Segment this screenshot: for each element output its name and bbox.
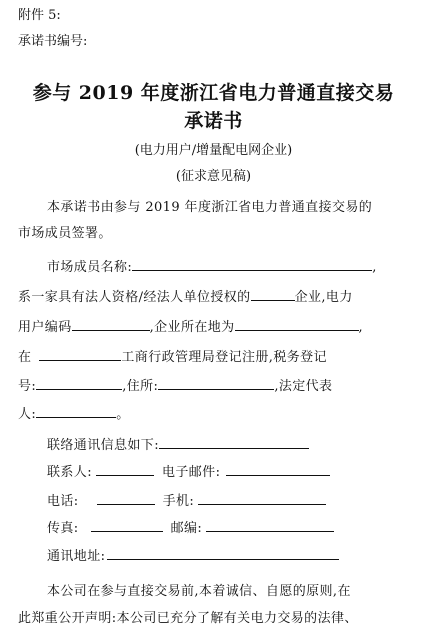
address-label: ,住所: <box>122 379 159 394</box>
legal-rep-row <box>18 403 130 422</box>
member-name-row <box>47 256 377 275</box>
legal-rep-field[interactable] <box>36 404 116 418</box>
fax-row <box>47 517 334 536</box>
statement-line1: 本公司在参与直接交易前,本着诚信、自愿的原则,在 <box>47 584 351 599</box>
registration-text: 工商行政管理局登记注册,税务登记 <box>121 350 327 365</box>
registration-prefix: 在 <box>18 350 32 365</box>
tax-number-field[interactable] <box>36 376 122 390</box>
commitment-number-label: 承诺书编号: <box>18 34 88 49</box>
punctuation: , <box>358 320 364 335</box>
user-code-label: 用户编码 <box>18 320 72 335</box>
user-code-row <box>18 316 363 335</box>
member-type-text: 系一家具有法人资格/经法人单位授权的 <box>18 290 251 305</box>
intro-line1: 本承诺书由参与 2019 年度浙江省电力普通直接交易的 <box>47 200 373 215</box>
document-title-line1: 参与 2019 年度浙江省电力普通直接交易 <box>32 82 395 104</box>
member-name-label: 市场成员名称: <box>47 260 133 275</box>
postcode-label: 邮编: <box>170 521 203 536</box>
email-label: 电子邮件: <box>161 465 221 480</box>
tax-number-label: 号: <box>18 379 37 394</box>
fax-label: 传真: <box>47 521 79 536</box>
document-title-line2: 承诺书 <box>184 110 243 132</box>
correspondence-address-label: 通讯地址: <box>47 549 106 564</box>
member-name-field[interactable] <box>132 257 372 271</box>
fax-field[interactable] <box>91 518 163 532</box>
statement-line2: 此郑重公开声明:本公司已充分了解有关电力交易的法律、 <box>18 611 358 626</box>
contact-person-field[interactable] <box>96 462 154 476</box>
contact-heading-field[interactable] <box>159 435 309 449</box>
registration-row <box>18 346 327 365</box>
postcode-field[interactable] <box>206 518 334 532</box>
contact-person-label: 联系人: <box>47 465 92 480</box>
legal-rep-label: 人: <box>18 407 37 422</box>
phone-field[interactable] <box>97 491 155 505</box>
tax-address-row <box>18 375 332 394</box>
intro-line2: 市场成员签署。 <box>18 226 112 241</box>
location-field[interactable] <box>235 317 359 331</box>
member-type-text-2: 企业,电力 <box>294 290 353 305</box>
domicile-field[interactable] <box>158 376 274 390</box>
member-type-row <box>18 286 353 305</box>
draft-note: (征求意见稿) <box>175 169 252 184</box>
phone-label: 电话: <box>47 494 79 509</box>
mobile-label: 手机: <box>162 494 195 509</box>
legal-rep-text: ,法定代表 <box>274 379 333 394</box>
bureau-field[interactable] <box>39 347 121 361</box>
email-field[interactable] <box>226 462 330 476</box>
punctuation: , <box>372 260 377 275</box>
attachment-label: 附件 5: <box>18 8 61 23</box>
correspondence-address-field[interactable] <box>107 546 339 560</box>
contact-heading: 联络通讯信息如下: <box>47 438 159 453</box>
phone-row <box>47 490 326 509</box>
contact-person-row <box>47 461 330 480</box>
document-subtitle: (电力用户/增量配电网企业) <box>134 143 293 158</box>
user-code-field[interactable] <box>72 317 150 331</box>
contact-heading-row <box>47 434 309 453</box>
location-label: ,企业所在地为 <box>149 320 235 335</box>
address-row <box>47 545 339 564</box>
enterprise-type-field[interactable] <box>251 287 295 301</box>
mobile-field[interactable] <box>198 491 326 505</box>
punctuation: 。 <box>116 407 130 422</box>
